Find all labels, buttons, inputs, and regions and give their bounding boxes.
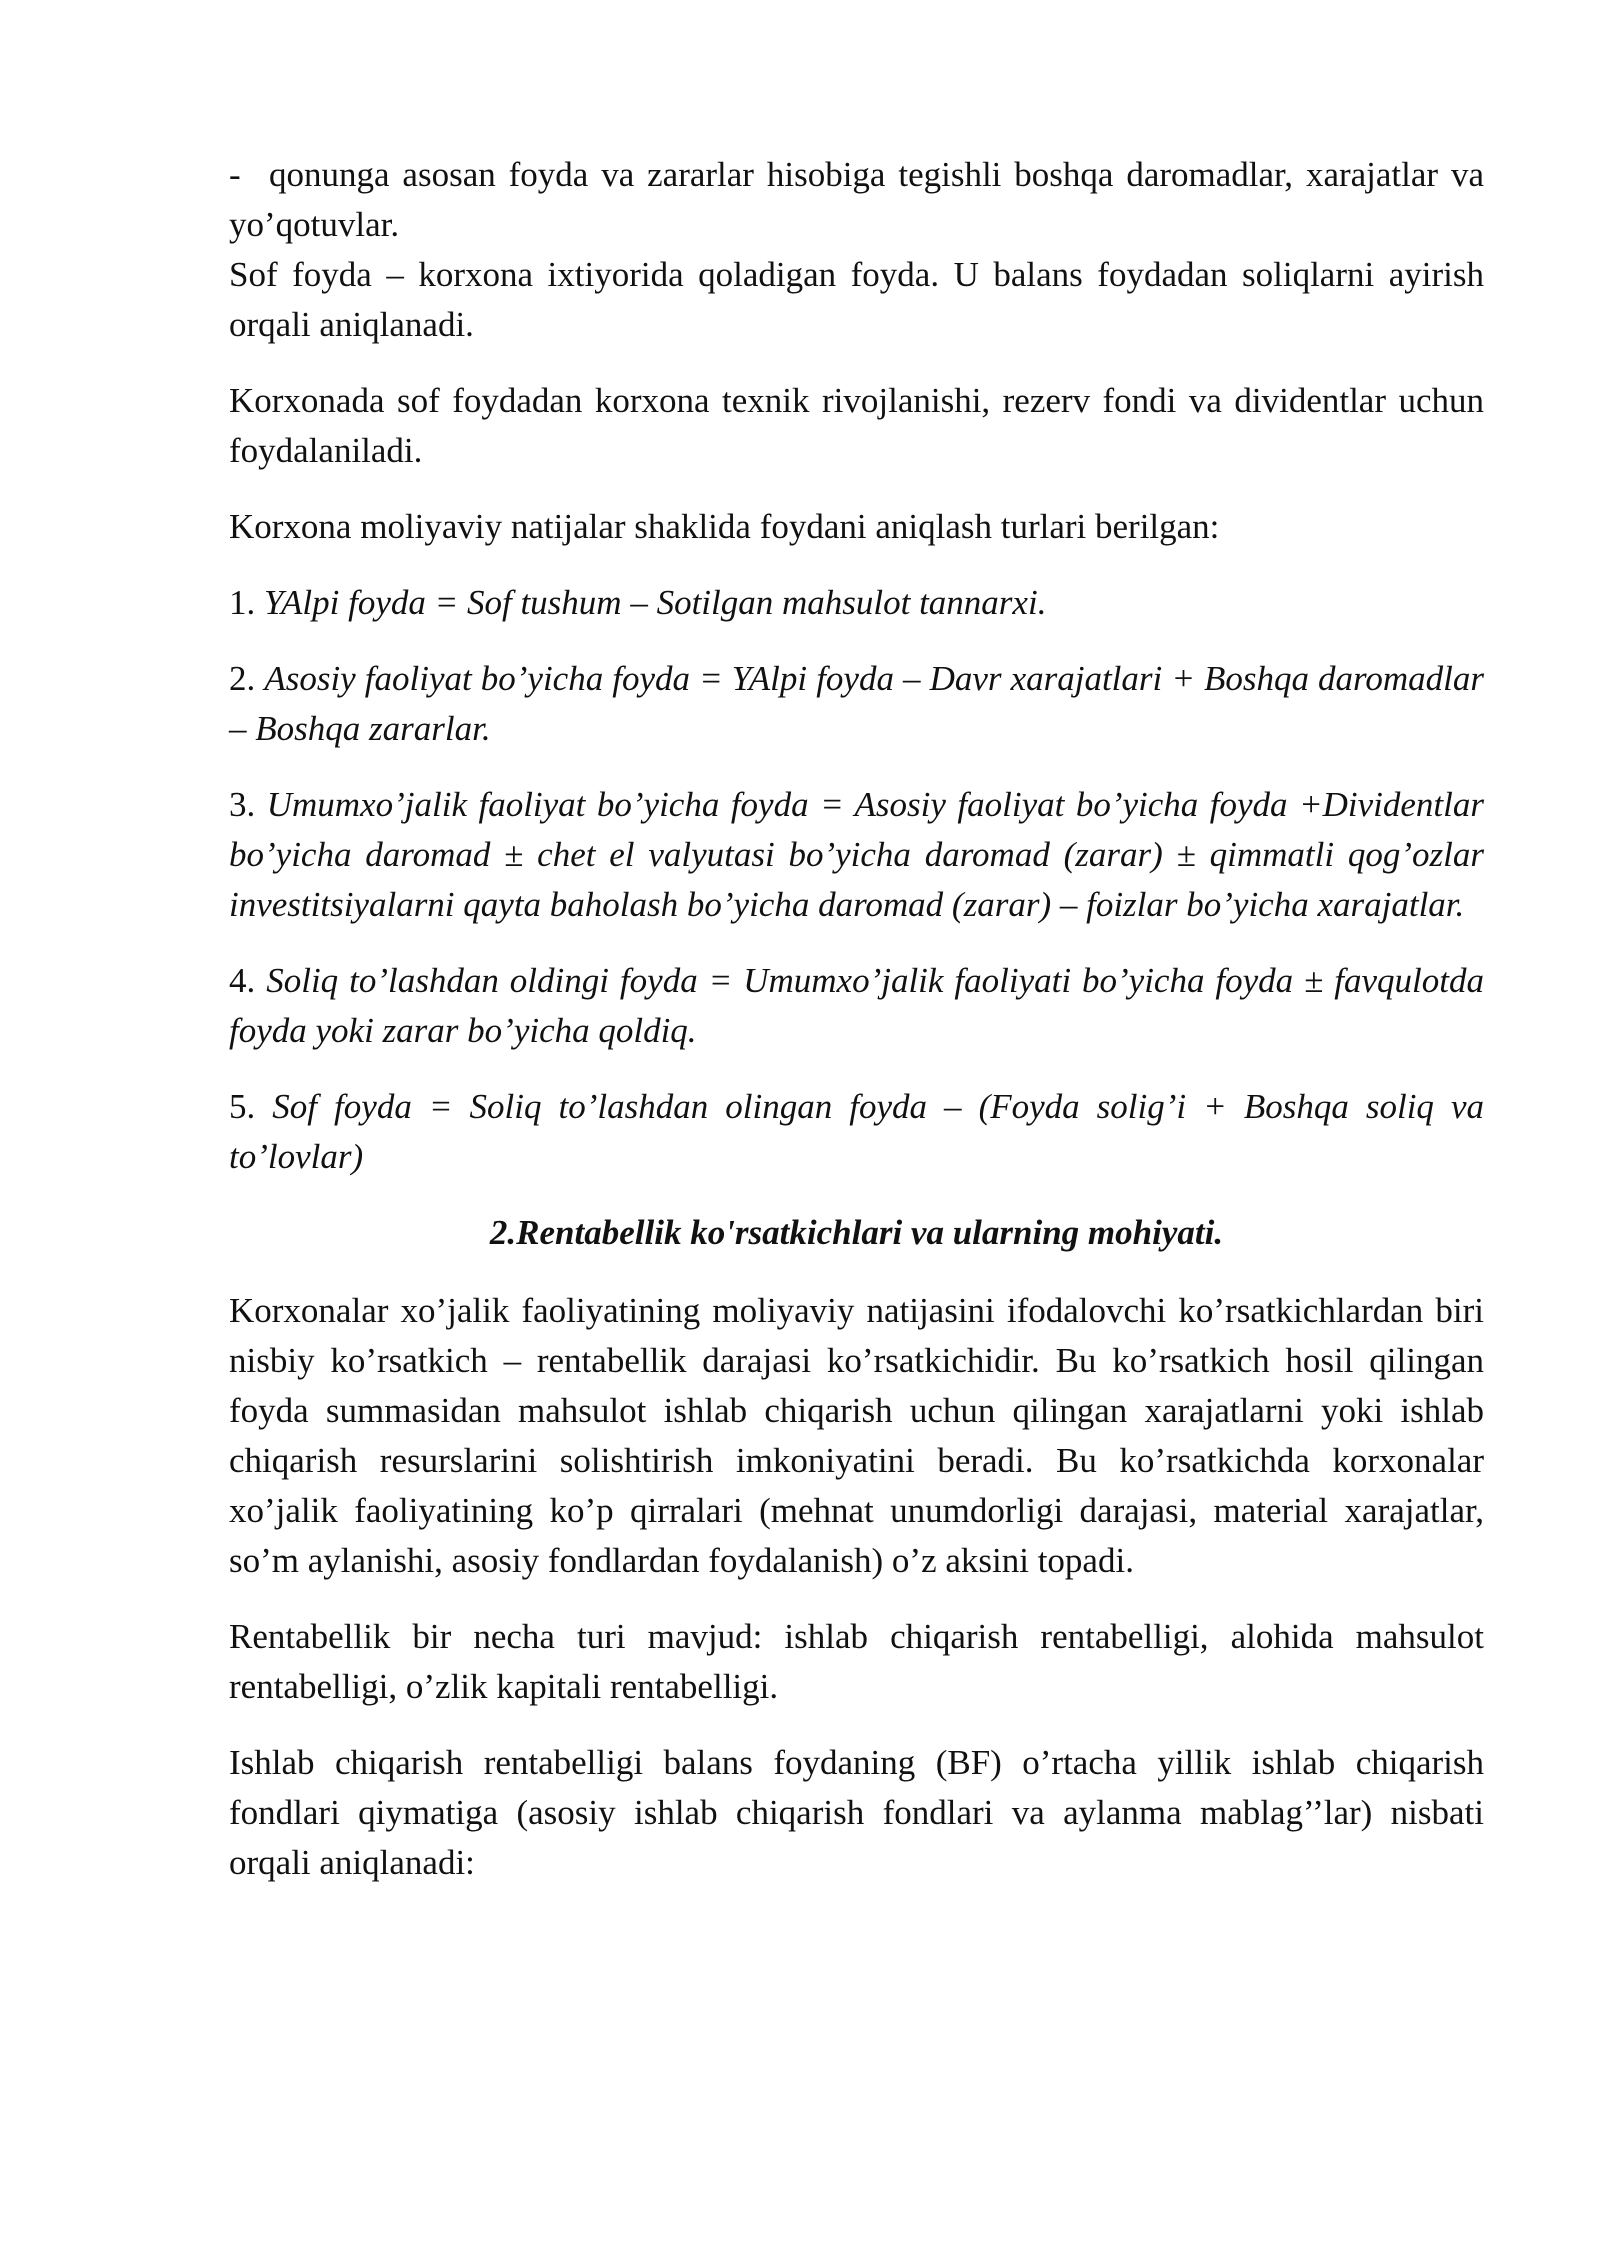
formula-text: YAlpi foyda = Sof tushum – Sotilgan mahsulot tannarxi. [264, 583, 1047, 622]
formula-number: 4. [229, 961, 267, 1000]
paragraph-ishlab-chiqarish: Ishlab chiqarish rentabelligi balans foydaning (BF) o’rtacha yillik ishlab chiqarish fondlari qiymatiga (asosiy ishlab chiqarish fondlari va aylanma mablag’’lar) nisbati orqali aniqlanadi: [229, 1743, 1484, 1882]
bullet-dash: - [229, 155, 241, 194]
paragraph-rentabellik-turi: Rentabellik bir necha turi mavjud: ishlab chiqarish rentabelligi, alohida mahsulot rentabelligi, o’zlik kapitali rentabelligi. [229, 1617, 1484, 1706]
paragraph-korxonalar: Korxonalar xo’jalik faoliyatining moliyaviy natijasini ifodalovchi ko’rsatkichlardan biri nisbiy ko’rsatkich – rentabellik darajasi ko’rsatkichidir. Bu ko’rsatkich hosil qilingan foyda summasidan mahsulot ishlab chiqarish uchun qilingan xarajatlarni yoki ishlab chiqarish resurslarini solishtirish imkoniyatini beradi. Bu ko’rsatkichda korxonalar xo’jalik faoliyatining ko’p qirralari (mehnat unumdorligi darajasi, material xarajatlar, so’m aylanishi, asosiy fondlardan foydalanish) o’z aksini topadi. [229, 1291, 1484, 1580]
formula-5 [229, 1082, 1484, 1182]
formula-text: Asosiy faoliyat bo’yicha foyda = YAlpi foyda – Davr xarajatlari + Boshqa daromadlar – Boshqa zararlar. [229, 659, 1485, 748]
formula-text: Sof foyda = Soliq to’lashdan olingan foyda – (Foyda solig’i + Boshqa soliq va to’lovlar) [229, 1087, 1484, 1176]
formula-number: 1. [229, 583, 264, 622]
formula-text: Soliq to’lashdan oldingi foyda = Umumxo’jalik faoliyati bo’yicha foyda ± favqulotda foyda yoki zarar bo’yicha qoldiq. [229, 961, 1485, 1050]
formula-1 [229, 578, 1484, 628]
section-heading: 2.Rentabellik ko'rsatkichlari va ularning mohiyati. [489, 1213, 1224, 1252]
formula-number: 2. [229, 659, 265, 698]
formula-4 [229, 956, 1484, 1056]
formula-text: Umumxo’jalik faoliyat bo’yicha foyda = Asosiy faoliyat bo’yicha foyda +Dividentlar bo’yicha daromad ± chet el valyutasi bo’yicha daromad (zarar) ± qimmatli qog’ozlar investitsiyalarni qayta baholash bo’yicha daromad (zarar) – foizlar bo’yicha xarajatlar. [229, 785, 1484, 924]
bullet-paragraph [229, 150, 1484, 250]
formula-number: 3. [229, 785, 267, 824]
document-page [229, 150, 1484, 1888]
bullet-text: qonunga asosan foyda va zararlar hisobiga tegishli boshqa daromadlar, xarajatlar va yo’qotuvlar. [229, 155, 1484, 244]
paragraph-sof-foyda: Sof foyda – korxona ixtiyorida qoladigan foyda. U balans foydadan soliqlarni ayirish orqali aniqlanadi. [229, 255, 1484, 344]
formula-number: 5. [229, 1087, 273, 1126]
formula-2 [229, 654, 1484, 754]
formula-3 [229, 780, 1484, 930]
paragraph-foyda-turlari: Korxona moliyaviy natijalar shaklida foydani aniqlash turlari berilgan: [229, 507, 1220, 546]
paragraph-korxonada: Korxonada sof foydadan korxona texnik rivojlanishi, rezerv fondi va dividentlar uchun foydalaniladi. [229, 381, 1484, 470]
